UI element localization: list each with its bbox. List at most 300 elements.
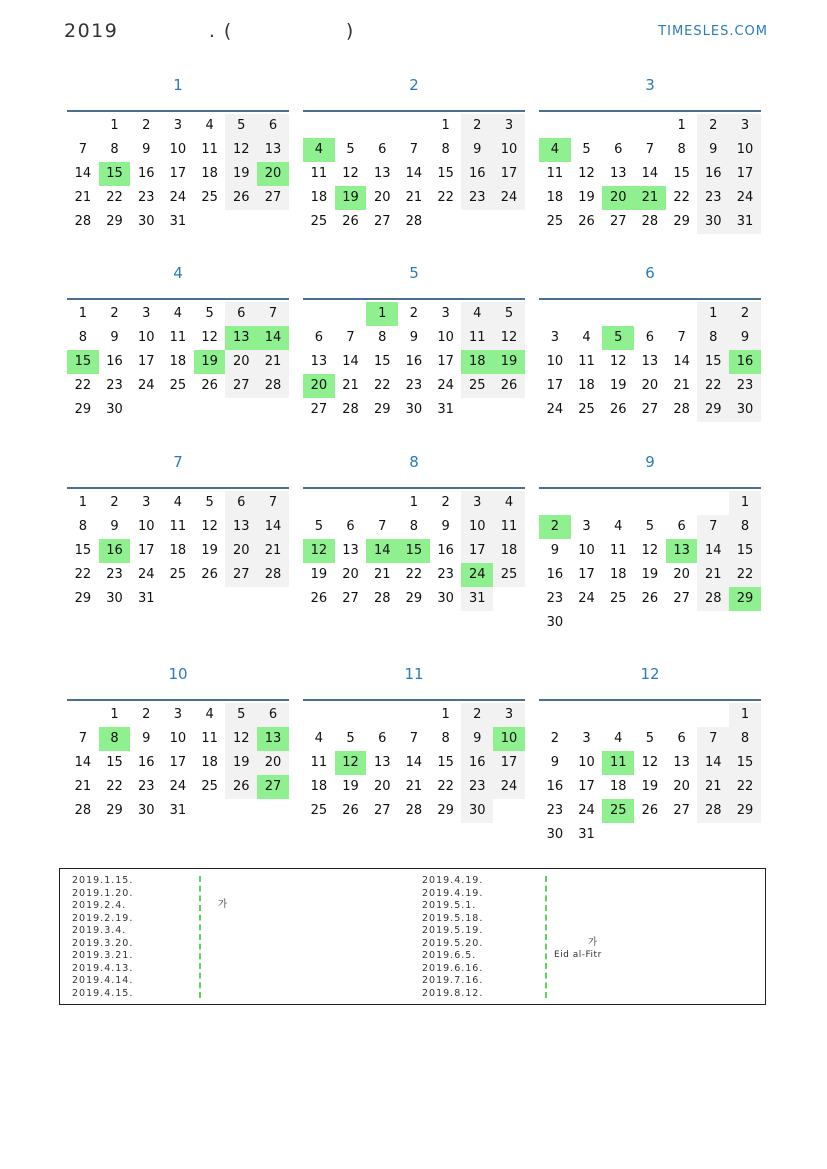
- day-cell[interactable]: 15: [106, 755, 123, 770]
- day-cell[interactable]: 5: [314, 519, 323, 534]
- day-cell[interactable]: 17: [137, 543, 155, 558]
- day-cell[interactable]: 11: [169, 330, 187, 345]
- day-cell[interactable]: 1: [441, 707, 450, 722]
- day-cell[interactable]: 19: [225, 751, 257, 775]
- day-cell[interactable]: 13: [373, 166, 391, 181]
- day-cell[interactable]: 19: [310, 567, 328, 582]
- day-cell[interactable]: 16: [106, 354, 123, 369]
- day-cell[interactable]: 1: [729, 491, 761, 515]
- day-cell[interactable]: 29: [729, 587, 761, 611]
- day-cell[interactable]: 2: [550, 731, 559, 746]
- day-cell[interactable]: 24: [493, 775, 525, 799]
- day-cell[interactable]: 24: [493, 186, 525, 210]
- day-cell[interactable]: 3: [493, 114, 525, 138]
- day-cell[interactable]: 4: [614, 731, 623, 746]
- day-cell[interactable]: 3: [173, 118, 183, 133]
- day-cell[interactable]: 23: [546, 803, 564, 818]
- day-cell[interactable]: 11: [310, 166, 328, 181]
- day-cell[interactable]: 19: [641, 567, 659, 582]
- day-cell[interactable]: 8: [409, 519, 419, 534]
- day-cell[interactable]: 27: [225, 374, 257, 398]
- day-cell[interactable]: 29: [74, 402, 92, 417]
- day-cell[interactable]: 22: [437, 190, 454, 205]
- day-cell[interactable]: 20: [257, 751, 289, 775]
- day-cell[interactable]: 1: [409, 495, 419, 510]
- day-cell[interactable]: 14: [673, 354, 690, 369]
- day-cell[interactable]: 19: [493, 350, 525, 374]
- day-cell[interactable]: 9: [409, 330, 419, 345]
- day-cell[interactable]: 27: [257, 186, 289, 210]
- day-cell[interactable]: 11: [546, 166, 564, 181]
- day-cell[interactable]: 12: [201, 330, 218, 345]
- day-cell[interactable]: 11: [578, 354, 595, 369]
- day-cell[interactable]: 30: [546, 827, 564, 842]
- day-cell[interactable]: 16: [437, 543, 454, 558]
- day-cell[interactable]: 10: [437, 330, 454, 345]
- day-cell[interactable]: 24: [137, 378, 155, 393]
- day-cell[interactable]: 1: [366, 302, 398, 326]
- day-cell[interactable]: 8: [78, 330, 87, 345]
- day-cell[interactable]: 2: [441, 495, 450, 510]
- day-cell[interactable]: 17: [169, 166, 187, 181]
- day-cell[interactable]: 14: [257, 515, 289, 539]
- day-cell[interactable]: 9: [142, 731, 151, 746]
- day-cell[interactable]: 28: [697, 587, 729, 611]
- day-cell[interactable]: 3: [461, 491, 493, 515]
- day-cell[interactable]: 30: [461, 799, 493, 823]
- day-cell[interactable]: 10: [461, 515, 493, 539]
- day-cell[interactable]: 6: [346, 519, 355, 534]
- day-cell[interactable]: 17: [493, 162, 525, 186]
- day-cell[interactable]: 3: [582, 519, 591, 534]
- day-cell[interactable]: 8: [441, 142, 450, 157]
- day-cell[interactable]: 29: [74, 591, 92, 606]
- day-cell[interactable]: 15: [398, 539, 430, 563]
- day-cell[interactable]: 30: [697, 210, 729, 234]
- day-cell[interactable]: 2: [461, 114, 493, 138]
- day-cell[interactable]: 22: [673, 190, 690, 205]
- day-cell[interactable]: 12: [578, 166, 595, 181]
- day-cell[interactable]: 25: [201, 779, 218, 794]
- day-cell[interactable]: 2: [110, 495, 119, 510]
- day-cell[interactable]: 17: [169, 755, 187, 770]
- day-cell[interactable]: 17: [729, 162, 761, 186]
- day-cell[interactable]: 18: [461, 350, 493, 374]
- day-cell[interactable]: 6: [378, 731, 387, 746]
- day-cell[interactable]: 21: [697, 563, 729, 587]
- day-cell[interactable]: 19: [609, 378, 627, 393]
- day-cell[interactable]: 4: [461, 302, 493, 326]
- day-cell[interactable]: 15: [673, 166, 690, 181]
- day-cell[interactable]: 11: [493, 515, 525, 539]
- day-cell[interactable]: 14: [257, 326, 289, 350]
- day-cell[interactable]: 28: [257, 374, 289, 398]
- day-cell[interactable]: 13: [310, 354, 328, 369]
- day-cell[interactable]: 3: [142, 495, 151, 510]
- day-cell[interactable]: 14: [74, 755, 92, 770]
- day-cell[interactable]: 4: [314, 731, 323, 746]
- day-cell[interactable]: 18: [310, 190, 328, 205]
- day-cell[interactable]: 22: [74, 567, 92, 582]
- day-cell[interactable]: 14: [366, 539, 398, 563]
- day-cell[interactable]: 29: [729, 799, 761, 823]
- day-cell[interactable]: 2: [729, 302, 761, 326]
- day-cell[interactable]: 7: [645, 142, 655, 157]
- day-cell[interactable]: 26: [201, 567, 218, 582]
- day-cell[interactable]: 30: [437, 591, 454, 606]
- day-cell[interactable]: 18: [169, 543, 187, 558]
- day-cell[interactable]: 7: [409, 142, 419, 157]
- day-cell[interactable]: 11: [461, 326, 493, 350]
- day-cell[interactable]: 27: [257, 775, 289, 799]
- day-cell[interactable]: 10: [729, 138, 761, 162]
- day-cell[interactable]: 13: [641, 354, 659, 369]
- day-cell[interactable]: 29: [405, 591, 423, 606]
- day-cell[interactable]: 31: [578, 827, 595, 842]
- day-cell[interactable]: 9: [142, 142, 151, 157]
- day-cell[interactable]: 28: [74, 214, 92, 229]
- day-cell[interactable]: 26: [201, 378, 218, 393]
- day-cell[interactable]: 15: [437, 755, 454, 770]
- day-cell[interactable]: 7: [78, 142, 87, 157]
- day-cell[interactable]: 1: [729, 703, 761, 727]
- day-cell[interactable]: 2: [539, 515, 571, 539]
- day-cell[interactable]: 24: [169, 190, 187, 205]
- day-cell[interactable]: 30: [546, 615, 564, 630]
- day-cell[interactable]: 26: [641, 803, 659, 818]
- day-cell[interactable]: 9: [110, 330, 119, 345]
- day-cell[interactable]: 31: [137, 591, 155, 606]
- day-cell[interactable]: 20: [303, 374, 335, 398]
- day-cell[interactable]: 24: [461, 563, 493, 587]
- day-cell[interactable]: 20: [602, 186, 634, 210]
- day-cell[interactable]: 14: [641, 166, 659, 181]
- day-cell[interactable]: 23: [106, 567, 123, 582]
- day-cell[interactable]: 20: [342, 567, 359, 582]
- day-cell[interactable]: 8: [441, 731, 450, 746]
- day-cell[interactable]: 25: [493, 563, 525, 587]
- day-cell[interactable]: 22: [729, 775, 761, 799]
- day-cell[interactable]: 2: [110, 306, 119, 321]
- day-cell[interactable]: 22: [373, 378, 391, 393]
- day-cell[interactable]: 20: [373, 779, 391, 794]
- day-cell[interactable]: 17: [578, 779, 595, 794]
- day-cell[interactable]: 5: [645, 731, 655, 746]
- day-cell[interactable]: 24: [729, 186, 761, 210]
- day-cell[interactable]: 29: [373, 402, 391, 417]
- day-cell[interactable]: 24: [137, 567, 155, 582]
- day-cell[interactable]: 1: [677, 118, 686, 133]
- day-cell[interactable]: 1: [441, 118, 450, 133]
- day-cell[interactable]: 18: [169, 354, 187, 369]
- day-cell[interactable]: 2: [142, 118, 151, 133]
- day-cell[interactable]: 31: [169, 803, 187, 818]
- day-cell[interactable]: 8: [110, 142, 119, 157]
- day-cell[interactable]: 31: [461, 587, 493, 611]
- day-cell[interactable]: 5: [205, 306, 214, 321]
- day-cell[interactable]: 13: [225, 515, 257, 539]
- day-cell[interactable]: 18: [609, 779, 627, 794]
- day-cell[interactable]: 11: [201, 731, 218, 746]
- day-cell[interactable]: 11: [201, 142, 218, 157]
- day-cell[interactable]: 9: [729, 326, 761, 350]
- day-cell[interactable]: 5: [346, 142, 355, 157]
- day-cell[interactable]: 25: [578, 402, 595, 417]
- day-cell[interactable]: 22: [697, 374, 729, 398]
- day-cell[interactable]: 11: [310, 755, 328, 770]
- site-brand-link[interactable]: TIMESLES.COM: [658, 24, 768, 39]
- day-cell[interactable]: 8: [697, 326, 729, 350]
- day-cell[interactable]: 18: [310, 779, 328, 794]
- day-cell[interactable]: 21: [634, 186, 666, 210]
- day-cell[interactable]: 6: [225, 302, 257, 326]
- day-cell[interactable]: 3: [493, 703, 525, 727]
- day-cell[interactable]: 27: [225, 563, 257, 587]
- day-cell[interactable]: 30: [729, 398, 761, 422]
- day-cell[interactable]: 24: [546, 402, 564, 417]
- day-cell[interactable]: 28: [257, 563, 289, 587]
- day-cell[interactable]: 10: [578, 755, 595, 770]
- day-cell[interactable]: 29: [106, 214, 123, 229]
- day-cell[interactable]: 2: [142, 707, 151, 722]
- day-cell[interactable]: 29: [697, 398, 729, 422]
- day-cell[interactable]: 5: [645, 519, 655, 534]
- day-cell[interactable]: 26: [342, 803, 359, 818]
- day-cell[interactable]: 10: [546, 354, 564, 369]
- day-cell[interactable]: 15: [729, 539, 761, 563]
- day-cell[interactable]: 8: [729, 515, 761, 539]
- day-cell[interactable]: 26: [225, 186, 257, 210]
- day-cell[interactable]: 3: [729, 114, 761, 138]
- day-cell[interactable]: 15: [67, 350, 99, 374]
- day-cell[interactable]: 14: [405, 166, 423, 181]
- day-cell[interactable]: 20: [225, 350, 257, 374]
- day-cell[interactable]: 7: [409, 731, 419, 746]
- day-cell[interactable]: 11: [169, 519, 187, 534]
- day-cell[interactable]: 8: [729, 727, 761, 751]
- day-cell[interactable]: 18: [609, 567, 627, 582]
- day-cell[interactable]: 17: [493, 751, 525, 775]
- day-cell[interactable]: 12: [335, 751, 367, 775]
- day-cell[interactable]: 21: [257, 350, 289, 374]
- day-cell[interactable]: 18: [578, 378, 595, 393]
- day-cell[interactable]: 1: [78, 495, 87, 510]
- day-cell[interactable]: 18: [201, 166, 218, 181]
- day-cell[interactable]: 9: [461, 138, 493, 162]
- day-cell[interactable]: 7: [78, 731, 87, 746]
- day-cell[interactable]: 23: [137, 779, 155, 794]
- day-cell[interactable]: 20: [673, 567, 690, 582]
- day-cell[interactable]: 6: [257, 703, 289, 727]
- day-cell[interactable]: 24: [169, 779, 187, 794]
- day-cell[interactable]: 26: [493, 374, 525, 398]
- day-cell[interactable]: 7: [346, 330, 355, 345]
- day-cell[interactable]: 16: [729, 350, 761, 374]
- day-cell[interactable]: 19: [201, 543, 218, 558]
- day-cell[interactable]: 3: [582, 731, 591, 746]
- day-cell[interactable]: 27: [342, 591, 359, 606]
- day-cell[interactable]: 6: [314, 330, 323, 345]
- day-cell[interactable]: 30: [405, 402, 423, 417]
- day-cell[interactable]: 13: [373, 755, 391, 770]
- day-cell[interactable]: 27: [310, 402, 328, 417]
- day-cell[interactable]: 28: [673, 402, 690, 417]
- day-cell[interactable]: 15: [697, 350, 729, 374]
- day-cell[interactable]: 12: [225, 138, 257, 162]
- day-cell[interactable]: 26: [609, 402, 627, 417]
- day-cell[interactable]: 27: [373, 214, 391, 229]
- day-cell[interactable]: 28: [74, 803, 92, 818]
- day-cell[interactable]: 27: [373, 803, 391, 818]
- day-cell[interactable]: 21: [405, 779, 423, 794]
- day-cell[interactable]: 16: [405, 354, 423, 369]
- day-cell[interactable]: 8: [99, 727, 131, 751]
- day-cell[interactable]: 10: [493, 727, 525, 751]
- day-cell[interactable]: 11: [602, 751, 634, 775]
- day-cell[interactable]: 30: [137, 803, 155, 818]
- day-cell[interactable]: 7: [697, 727, 729, 751]
- day-cell[interactable]: 10: [169, 731, 187, 746]
- day-cell[interactable]: 27: [673, 591, 690, 606]
- day-cell[interactable]: 16: [461, 162, 493, 186]
- day-cell[interactable]: 9: [697, 138, 729, 162]
- day-cell[interactable]: 21: [697, 775, 729, 799]
- day-cell[interactable]: 16: [461, 751, 493, 775]
- day-cell[interactable]: 4: [493, 491, 525, 515]
- day-cell[interactable]: 6: [677, 519, 686, 534]
- day-cell[interactable]: 3: [173, 707, 183, 722]
- day-cell[interactable]: 23: [461, 186, 493, 210]
- day-cell[interactable]: 6: [257, 114, 289, 138]
- day-cell[interactable]: 26: [310, 591, 328, 606]
- day-cell[interactable]: 15: [74, 543, 92, 558]
- day-cell[interactable]: 17: [546, 378, 564, 393]
- day-cell[interactable]: 28: [342, 402, 359, 417]
- day-cell[interactable]: 28: [641, 214, 659, 229]
- day-cell[interactable]: 7: [378, 519, 387, 534]
- day-cell[interactable]: 13: [673, 755, 690, 770]
- day-cell[interactable]: 4: [173, 306, 183, 321]
- day-cell[interactable]: 9: [461, 727, 493, 751]
- day-cell[interactable]: 13: [257, 138, 289, 162]
- day-cell[interactable]: 28: [697, 799, 729, 823]
- day-cell[interactable]: 27: [609, 214, 627, 229]
- day-cell[interactable]: 7: [697, 515, 729, 539]
- day-cell[interactable]: 6: [677, 731, 686, 746]
- day-cell[interactable]: 12: [303, 539, 335, 563]
- day-cell[interactable]: 19: [194, 350, 226, 374]
- day-cell[interactable]: 26: [225, 775, 257, 799]
- day-cell[interactable]: 5: [602, 326, 634, 350]
- day-cell[interactable]: 1: [78, 306, 87, 321]
- day-cell[interactable]: 29: [673, 214, 690, 229]
- day-cell[interactable]: 26: [342, 214, 359, 229]
- day-cell[interactable]: 22: [74, 378, 92, 393]
- day-cell[interactable]: 19: [335, 186, 367, 210]
- day-cell[interactable]: 16: [546, 567, 564, 582]
- day-cell[interactable]: 18: [201, 755, 218, 770]
- day-cell[interactable]: 1: [110, 707, 119, 722]
- day-cell[interactable]: 26: [578, 214, 595, 229]
- day-cell[interactable]: 28: [405, 803, 423, 818]
- day-cell[interactable]: 18: [546, 190, 564, 205]
- day-cell[interactable]: 30: [106, 402, 123, 417]
- day-cell[interactable]: 20: [373, 190, 391, 205]
- day-cell[interactable]: 16: [99, 539, 131, 563]
- day-cell[interactable]: 29: [106, 803, 123, 818]
- day-cell[interactable]: 4: [205, 707, 214, 722]
- day-cell[interactable]: 4: [173, 495, 183, 510]
- day-cell[interactable]: 28: [373, 591, 391, 606]
- day-cell[interactable]: 19: [578, 190, 595, 205]
- day-cell[interactable]: 22: [437, 779, 454, 794]
- day-cell[interactable]: 22: [106, 779, 123, 794]
- day-cell[interactable]: 6: [378, 142, 387, 157]
- day-cell[interactable]: 21: [405, 190, 423, 205]
- day-cell[interactable]: 10: [493, 138, 525, 162]
- day-cell[interactable]: 5: [205, 495, 214, 510]
- day-cell[interactable]: 25: [169, 378, 187, 393]
- day-cell[interactable]: 8: [378, 330, 387, 345]
- day-cell[interactable]: 12: [201, 519, 218, 534]
- day-cell[interactable]: 21: [342, 378, 359, 393]
- day-cell[interactable]: 14: [405, 755, 423, 770]
- day-cell[interactable]: 12: [641, 755, 659, 770]
- day-cell[interactable]: 17: [437, 354, 454, 369]
- day-cell[interactable]: 21: [373, 567, 391, 582]
- day-cell[interactable]: 20: [673, 779, 690, 794]
- day-cell[interactable]: 4: [614, 519, 623, 534]
- day-cell[interactable]: 3: [441, 306, 450, 321]
- day-cell[interactable]: 16: [137, 166, 155, 181]
- day-cell[interactable]: 12: [342, 166, 359, 181]
- day-cell[interactable]: 13: [666, 539, 698, 563]
- day-cell[interactable]: 16: [697, 162, 729, 186]
- day-cell[interactable]: 22: [405, 567, 423, 582]
- day-cell[interactable]: 25: [310, 214, 328, 229]
- day-cell[interactable]: 21: [257, 539, 289, 563]
- day-cell[interactable]: 9: [550, 543, 559, 558]
- day-cell[interactable]: 21: [673, 378, 690, 393]
- day-cell[interactable]: 17: [137, 354, 155, 369]
- day-cell[interactable]: 7: [257, 302, 289, 326]
- day-cell[interactable]: 18: [493, 539, 525, 563]
- day-cell[interactable]: 22: [729, 563, 761, 587]
- day-cell[interactable]: 25: [461, 374, 493, 398]
- day-cell[interactable]: 11: [609, 543, 627, 558]
- day-cell[interactable]: 29: [437, 803, 454, 818]
- day-cell[interactable]: 15: [99, 162, 131, 186]
- day-cell[interactable]: 4: [303, 138, 335, 162]
- day-cell[interactable]: 14: [697, 539, 729, 563]
- day-cell[interactable]: 17: [578, 567, 595, 582]
- day-cell[interactable]: 31: [729, 210, 761, 234]
- day-cell[interactable]: 21: [74, 190, 92, 205]
- day-cell[interactable]: 10: [578, 543, 595, 558]
- day-cell[interactable]: 4: [582, 330, 591, 345]
- day-cell[interactable]: 6: [225, 491, 257, 515]
- day-cell[interactable]: 14: [342, 354, 359, 369]
- day-cell[interactable]: 31: [437, 402, 454, 417]
- day-cell[interactable]: 17: [461, 539, 493, 563]
- day-cell[interactable]: 25: [310, 803, 328, 818]
- day-cell[interactable]: 10: [169, 142, 187, 157]
- day-cell[interactable]: 15: [437, 166, 454, 181]
- day-cell[interactable]: 6: [645, 330, 655, 345]
- day-cell[interactable]: 25: [169, 567, 187, 582]
- day-cell[interactable]: 3: [142, 306, 151, 321]
- day-cell[interactable]: 23: [697, 186, 729, 210]
